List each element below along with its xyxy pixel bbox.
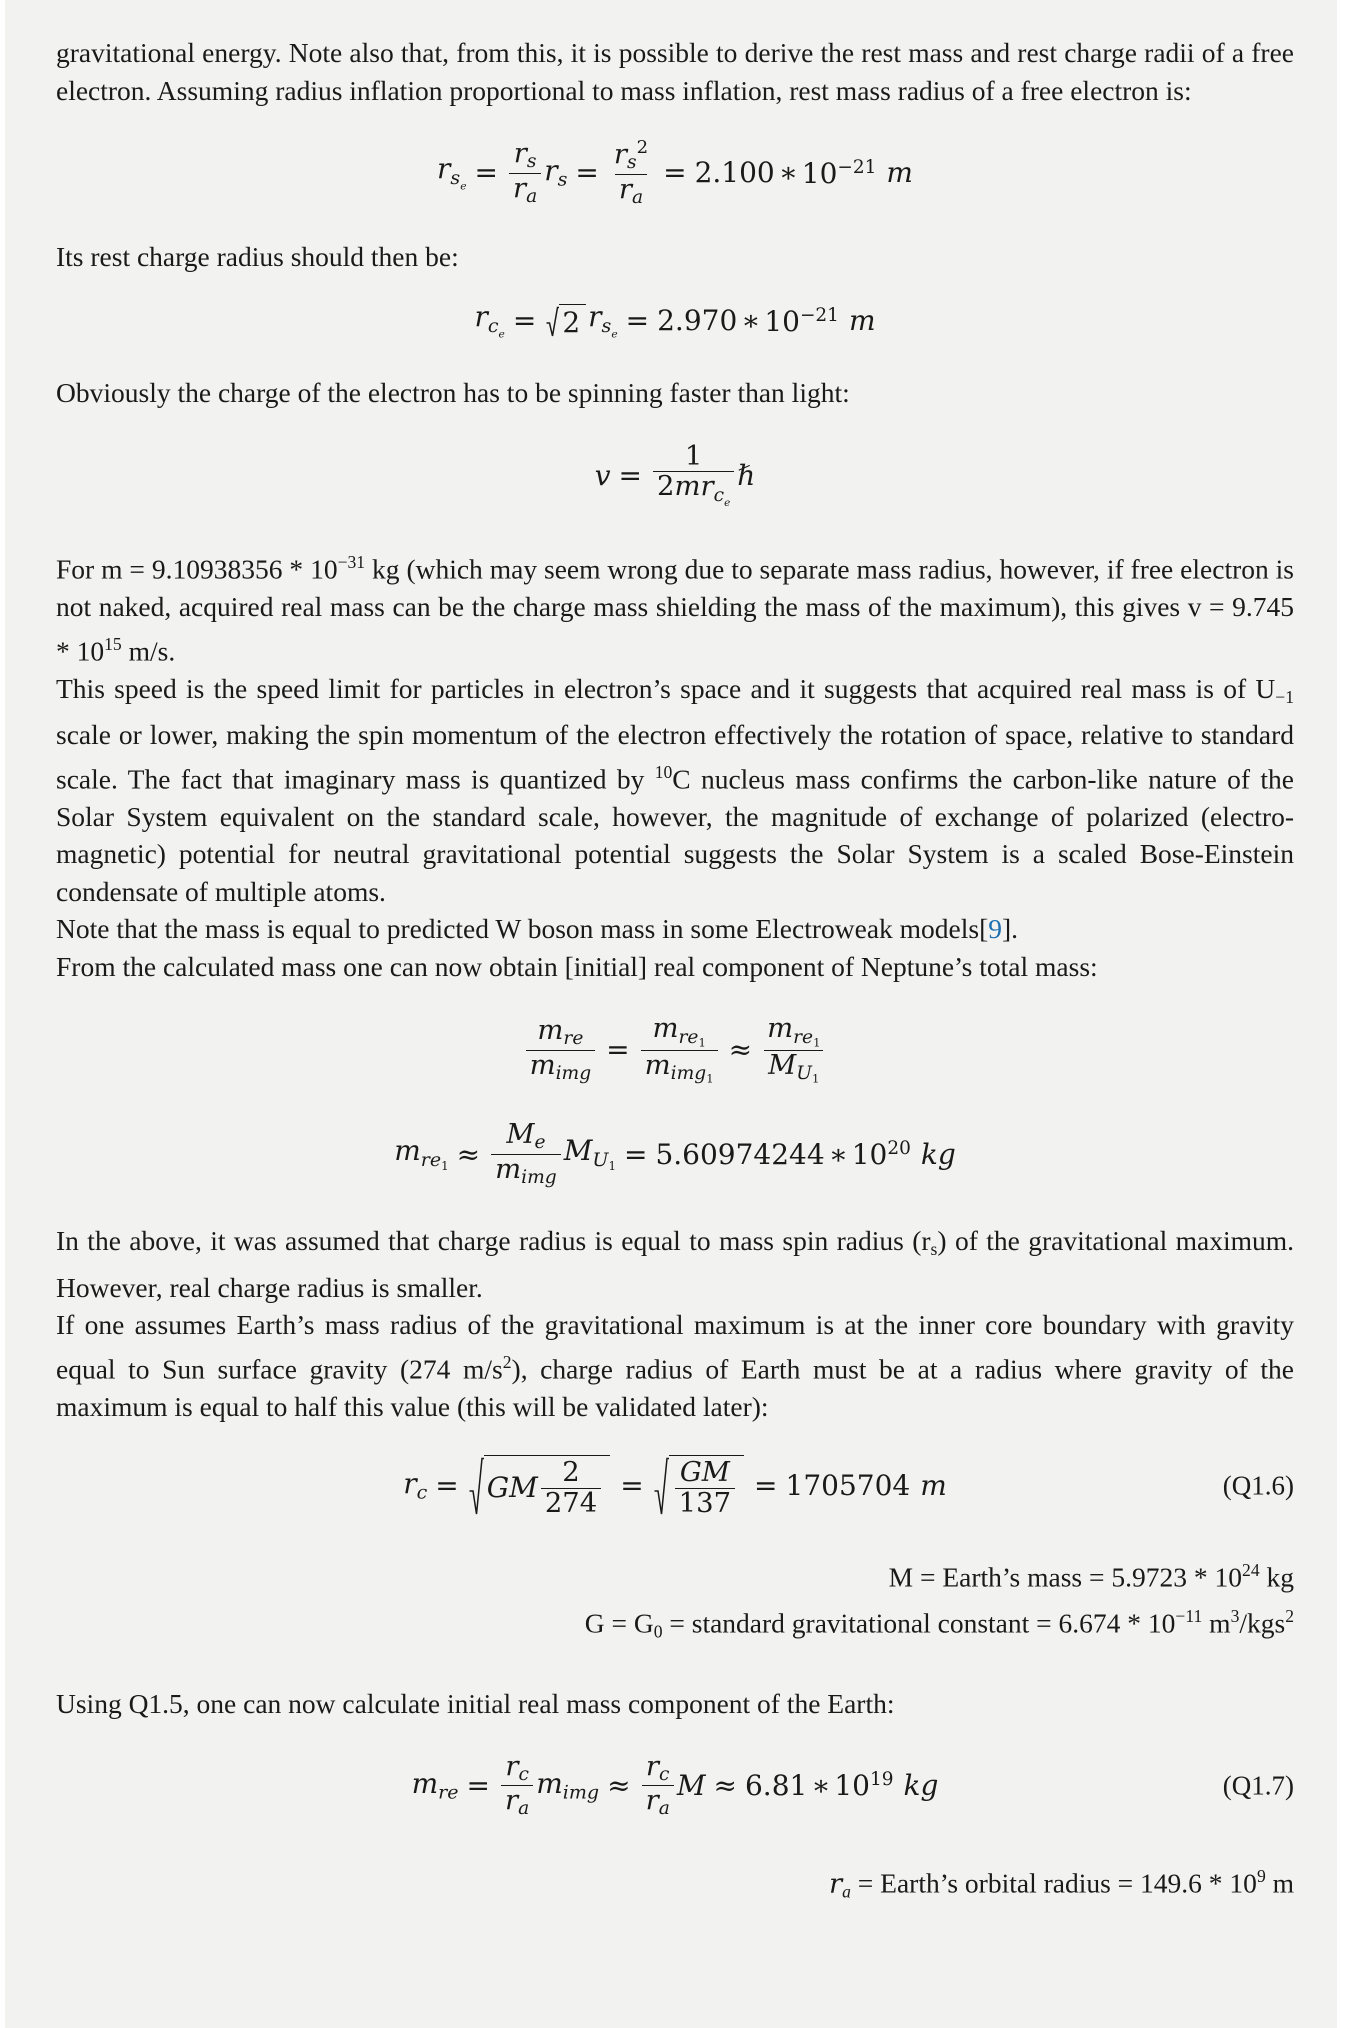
- paragraph-rest-charge: Its rest charge radius should then be:: [56, 240, 459, 272]
- eq2-unit: m: [848, 304, 876, 338]
- eq1-power: $10^{-21}$: [801, 156, 877, 190]
- eq4-fraction-3: $\frac{m_{re1}}{M_{U1}}$: [763, 1015, 824, 1085]
- eq6-fraction-2: $\frac{GM}{137}$: [675, 1459, 735, 1517]
- d2-text-b: = standard gravitational constant = 6.674 * 10: [662, 1607, 1176, 1639]
- p8-text-a: In the above, it was assumed that charge radius is equal to mass spin radius (r: [56, 1225, 931, 1257]
- p5-text-b: scale or lower, making the spin momentum of the electron effectively the rotation of space, relative to standard scale. The fact that imaginary mass is quantized by: [56, 719, 1294, 795]
- eq1-op3: =: [663, 156, 687, 190]
- definition-orbital-radius: [56, 1857, 1294, 1911]
- p6-text-b: ].: [1002, 913, 1019, 945]
- d2-superscript-2: 3: [1230, 1605, 1240, 1626]
- eq1-rs: $r_s$: [544, 154, 568, 191]
- eq2-op1: =: [512, 304, 537, 338]
- d3-variable: r: [828, 1867, 843, 1900]
- d2-subscript: 0: [653, 1621, 663, 1642]
- eq5-op1: ≈: [456, 1137, 481, 1171]
- eq7-fraction-1: $\frac{r_c}{r_a}$: [501, 1753, 533, 1820]
- equation-mass-ratios: [56, 1015, 1294, 1085]
- eq5-lhs: $m_{re1}$: [394, 1134, 449, 1173]
- citation-link-9[interactable]: 9: [988, 913, 1002, 945]
- eq5-power: $10^{20}$: [851, 1138, 911, 1172]
- equation-earth-real-mass-Q17: [56, 1750, 1294, 1820]
- d3-subscript: a: [842, 1881, 851, 1902]
- p4-exponent-2: 15: [104, 633, 122, 654]
- p9-text-a: If one assumes Earth’s mass radius of the gravitational maximum is at the inner core boundary with gravity equal to Sun surface gravity (274 m/s: [56, 1309, 1294, 1385]
- eq6-op3: =: [754, 1469, 778, 1503]
- eq6-op1: =: [435, 1469, 459, 1503]
- eq5-fraction: $\frac{M_e}{m_{img}}$: [491, 1121, 561, 1188]
- eq6-fraction-1: $\frac{2}{274}$: [541, 1459, 601, 1517]
- p6-text-a: Note that the mass is equal to predicted W boson mass in some Electroweak models[: [56, 913, 989, 945]
- equation-rest-mass-radius: [56, 139, 1294, 208]
- paragraph-speed-limit: [56, 670, 1294, 910]
- eq6-unit: m: [920, 1469, 947, 1503]
- eq4-op2: ≈: [728, 1033, 753, 1067]
- d3-text-b: = Earth’s orbital radius = 149.6 * 10: [850, 1867, 1257, 1899]
- eq7-mimg: $m_{img}$: [536, 1766, 600, 1804]
- p9-superscript: 2: [502, 1351, 512, 1372]
- eq7-op3: ≈: [713, 1768, 737, 1802]
- paragraph-neptune-mass: From the calculated mass one can now obtain [initial] real component of Neptune’s total mass:: [56, 950, 1098, 982]
- eq4-fraction-2: $\frac{m_{re1}}{m_{img1}}$: [641, 1015, 718, 1085]
- eq1-unit: m: [886, 156, 913, 190]
- equation-rest-charge-radius: [56, 300, 1294, 340]
- equation-number-Q17: (Q1.7): [1222, 1770, 1294, 1801]
- eq7-lhs: $m_{re}$: [411, 1766, 459, 1804]
- eq2-rse: $r_{s_e}$: [588, 300, 618, 340]
- d2-superscript-3: 2: [1285, 1605, 1294, 1626]
- equation-velocity: [56, 443, 1294, 508]
- eq7-power: $10^{19}$: [834, 1769, 894, 1803]
- eq1-times: ∗: [778, 156, 798, 190]
- eq2-lhs: $r_{c_e}$: [474, 300, 505, 340]
- eq5-value: 5.60974244: [655, 1137, 825, 1171]
- eq2-times: ∗: [741, 304, 761, 338]
- eq6-value: 1705704: [785, 1469, 911, 1503]
- eq5-times: ∗: [828, 1137, 848, 1171]
- eq1-fraction-2: $\frac{r_s^2}{r_a}$: [613, 137, 649, 209]
- p4-text-b: kg (which may seem wrong due to separate mass radius, however, if free electron is not naked, acquired real mass can be the charge mass shielding the mass of the maximum), this gives v = 9.745 * 10: [56, 553, 1294, 667]
- eq3-hbar: ℏ: [737, 458, 756, 492]
- definition-gravitational-constant: [56, 1597, 1294, 1651]
- eq6-lhs: $r_c$: [403, 1466, 428, 1504]
- eq7-op1: =: [466, 1768, 490, 1802]
- d3-superscript: 9: [1256, 1866, 1266, 1887]
- eq3-lhs: v: [594, 458, 611, 492]
- p5-subscript: −1: [1275, 686, 1294, 707]
- eq2-value: 2.970: [657, 304, 738, 338]
- eq4-fraction-1: $\frac{m_{re}}{m_{img}}$: [526, 1017, 596, 1084]
- equation-neptune-real-mass: [56, 1121, 1294, 1188]
- eq6-sqrt-1: [469, 1455, 610, 1517]
- p9-text-b: ), charge radius of Earth must be at a radius where gravity of the maximum is equal to half this value (this will be validated later):: [56, 1353, 1295, 1422]
- paragraph-earth-radius: [56, 1306, 1294, 1425]
- p8-subscript: s: [930, 1239, 938, 1260]
- paragraph-intro: gravitational energy. Note also that, from this, it is possible to derive the rest mass and rest charge radii of a free electron. Assuming radius inflation proportional to mass inflation, rest mass radius of a free electron is:: [56, 37, 1294, 106]
- d1-text-a: M = Earth’s mass = 5.9723 * 10: [888, 1561, 1243, 1593]
- d2-text-a: G = G: [584, 1607, 654, 1639]
- d2-text-d: /kgs: [1239, 1607, 1286, 1639]
- eq1-op1: =: [474, 156, 498, 190]
- d1-superscript: 24: [1242, 1560, 1260, 1581]
- paragraph-charge-radius-assumption: [56, 1222, 1294, 1306]
- eq7-unit: kg: [903, 1768, 939, 1802]
- eq3-fraction: $\frac{1}{2mr_{c_e}}$: [653, 443, 734, 508]
- radical-sign-icon: [546, 304, 559, 338]
- paragraph-using-q15: Using Q1.5, one can now calculate initial real mass component of the Earth:: [56, 1688, 895, 1720]
- eq2-sqrt: 2: [546, 304, 586, 338]
- eq6-GM-1: GM: [486, 1471, 538, 1505]
- paragraph-spinning: Obviously the charge of the electron has to be spinning faster than light:: [56, 376, 850, 408]
- p4-text-c: m/s.: [121, 635, 176, 667]
- eq7-times: ∗: [811, 1768, 831, 1802]
- eq7-value: 6.81: [744, 1768, 808, 1802]
- eq7-M: M: [676, 1768, 706, 1802]
- equation-charge-radius-Q16: [56, 1455, 1294, 1517]
- eq5-op2: =: [623, 1137, 648, 1171]
- paragraph-electron-mass: [56, 544, 1294, 670]
- d1-text-b: kg: [1259, 1561, 1294, 1593]
- eq1-value: 2.100: [694, 156, 775, 190]
- eq3-op1: =: [618, 458, 642, 492]
- p5-text-c: C nucleus mass confirms the carbon-like nature of the Solar System equivalent on the standard scale, however, the magnitude of exchange of polarized (electro-magnetic) potential for neutral gravitational potential suggests the Solar System is a scaled Bose-Einstein condensate of multiple atoms.: [56, 763, 1294, 907]
- eq2-op2: =: [625, 304, 650, 338]
- eq1-op2: =: [575, 156, 599, 190]
- p5-superscript: 10: [654, 761, 673, 782]
- p4-exponent-1: −31: [337, 552, 366, 573]
- p4-text-a: For m = 9.10938356 * 10: [56, 553, 338, 585]
- eq5-unit: kg: [920, 1137, 956, 1171]
- eq4-op1: =: [606, 1033, 630, 1067]
- eq1-lhs: $r_{s_e}$: [437, 152, 467, 192]
- p8-text-b: ) of the gravitational maximum. However, real charge radius is smaller.: [56, 1225, 1295, 1303]
- eq7-op2: ≈: [607, 1768, 631, 1802]
- d2-superscript-1: −11: [1175, 1605, 1203, 1626]
- eq5-mu1: $M_{U1}$: [563, 1134, 616, 1173]
- d3-text-c: m: [1265, 1867, 1294, 1899]
- eq6-op2: =: [620, 1469, 644, 1503]
- p5-text-a: This speed is the speed limit for particles in electron’s space and it suggests that acquired real mass is of U: [56, 672, 1276, 704]
- eq1-fraction-1: $\frac{r_s}{r_a}$: [509, 140, 541, 207]
- d2-text-c: m: [1202, 1607, 1231, 1639]
- paragraph-w-boson: [56, 910, 1294, 948]
- equation-number-Q16: (Q1.6): [1222, 1470, 1294, 1501]
- eq2-power: $10^{-21}$: [764, 304, 839, 338]
- radical-sign-icon: [654, 1455, 669, 1517]
- radical-sign-icon: [469, 1455, 484, 1517]
- definition-earth-mass: [56, 1551, 1294, 1597]
- eq7-fraction-2: $\frac{r_c}{r_a}$: [642, 1753, 674, 1820]
- eq6-sqrt-2: [654, 1455, 744, 1517]
